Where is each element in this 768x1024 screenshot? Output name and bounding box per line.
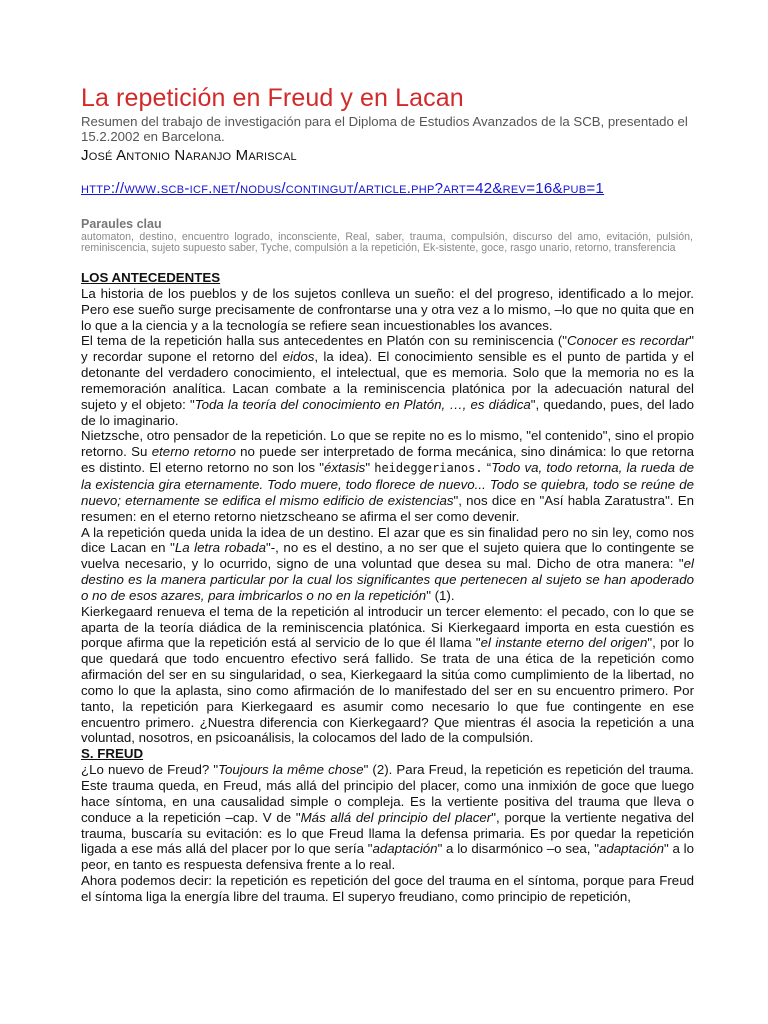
paragraph: Kierkegaard renueva el tema de la repetición al introducir un tercer elemento: el pecado, con lo que se aparta de la teoría diádica de la reminiscencia platónica. Si Kierkegaard importa en esta cuestión es porque afirma que la repetición está al servicio de lo que él llama "el instante eterno del origen", por lo que quedará que todo encuentro efectivo será fallido. Se trata de una ética de la repetición como afirmación del ser en su singularidad, o sea, Kierkegaard la sitúa como cumplimiento de la libertad, no como lo que la aplasta, sino como afirmación de lo manifestado del ser en su encuentro primero. Por tanto, la repetición para Kierkegaard es asumir como necesario lo que fue contingente en ese encuentro primero. ¿Nuestra diferencia con Kierkegaard? Que mientras él asocia la repetición a una voluntad, nosotros, en psicoanálisis, la colocamos del lado de la compulsión.: [81, 603, 695, 746]
paragraph: ¿Lo nuevo de Freud? "Toujours la même chose" (2). Para Freud, la repetición es repetición del trauma. Este trauma queda, en Freud, más allá del principio del placer, como una inmixión de goce que luego hace síntoma, en una causalidad simple o compleja. Es la vertiente positiva del trauma que lleva o conduce a la repetición –cap. V de "Más allá del principio del placer", porque la vertiente negativa del trauma, buscaría su evitación: es lo que Freud llama la defensa primaria. Es por quedar la repetición ligada a ese más allá del placer por lo que sería "adaptación" a lo disarmónico –o sea, "adaptación" a lo peor, en tanto es respuesta defensiva frente a lo real.: [81, 762, 694, 873]
paragraph: A la repetición queda unida la idea de un destino. El azar que es sin finalidad pero no sin ley, como nos dice Lacan en "La letra robada"-, no es el destino, a no ser que el sujeto quiera que lo contingente se vuelva necesario, y lo ocurrido, signo de una voluntad que desea su mal. Dicho de otra manera: "el destino es la manera particular por la cual los significantes que pertenecen al sujeto se han apoderado o no de esos azares, para imbricarlos o no en la repetición" (1).: [81, 524, 695, 603]
section-heading-antecedentes: LOS ANTECEDENTES: [81, 270, 221, 285]
article-body: [81, 270, 694, 905]
document-title: La repetición en Freud y en Lacan: [81, 84, 464, 112]
paragraph: El tema de la repetición halla sus antecedentes en Platón con su reminiscencia ("Conocer es recordar" y recordar supone el retorno del eidos, la idea). El conocimiento sensible es el punto de partida y el detonante del verdadero conocimiento, el intelectual, que es memoria. Solo que la memoria no es la rememoración analítica. Lacan combate a la reminiscencia platónica por la adecuación natural del sujeto y el objeto: "Toda la teoría del conocimiento en Platón, …, es diádica", quedando, pues, del lado de lo imaginario.: [81, 333, 695, 428]
paragraph: Ahora podemos decir: la repetición es repetición del goce del trauma en el síntoma, porque para Freud el síntoma liga la energía libre del trauma. El superyo freudiano, como principio de repetición,: [81, 873, 694, 904]
source-link[interactable]: http://www.scb-icf.net/nodus/contingut/article.php?art=42&rev=16&pub=1: [81, 180, 605, 197]
section-heading-freud: S. FREUD: [81, 746, 144, 762]
keywords-list: automaton, destino, encuentro logrado, inconsciente, Real, saber, trauma, compulsión, discurso del amo, evitación, pulsión, reminiscencia, sujeto supuesto saber, Tyche, compulsión a la repetición, Ek-sistente, goce, rasgo unario, retorno, transferencia: [81, 231, 693, 254]
author-name: José Antonio Naranjo Mariscal: [81, 147, 297, 164]
paragraph: Nietzsche, otro pensador de la repetición. Lo que se repite no es lo mismo, "el contenido", sino el propio retorno. Su eterno retorno no puede ser interpretado de forma mecánica, sino dinámica: lo que retorna es distinto. El eterno retorno no son los "éxtasis" heideggerianos. “Todo va, todo retorna, la rueda de la existencia gira eternamente. Todo muere, todo florece de nuevo... Todo se quiebra, todo se reúne de nuevo; eternamente se edifica el mismo edificio de existencias", nos dice en "Así habla Zaratustra". En resumen: en el eterno retorno nietzscheano se afirma el ser como devenir.: [81, 428, 695, 524]
keywords-heading: Paraules clau: [81, 217, 162, 231]
document-subtitle: Resumen del trabajo de investigación para el Diploma de Estudios Avanzados de la SCB, presentado el 15.2.2002 en Barcelona.: [81, 114, 688, 144]
paragraph: La historia de los pueblos y de los sujetos conlleva un sueño: el del progreso, identificado a lo mejor. Pero ese sueño surge precisamente de confrontarse una y otra vez a lo mismo, –lo que no quita que en lo que a la ciencia y a la tecnología se refiere sean incuestionables los avances.: [81, 285, 694, 333]
